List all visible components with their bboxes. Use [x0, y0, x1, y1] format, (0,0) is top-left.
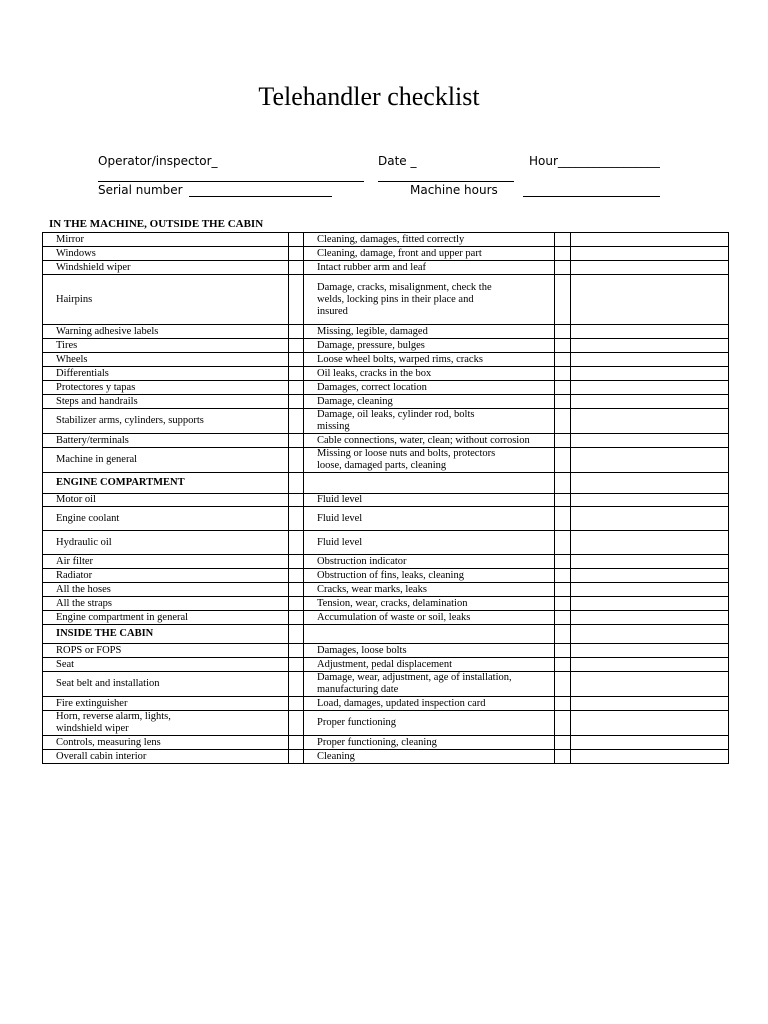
item-cell: Steps and handrails — [43, 395, 289, 409]
table-row — [43, 409, 729, 434]
notes-cell[interactable] — [571, 275, 729, 325]
check-box[interactable] — [289, 750, 304, 764]
check-box[interactable] — [289, 697, 304, 711]
operator-line[interactable] — [98, 181, 364, 182]
check-box[interactable] — [289, 247, 304, 261]
notes-cell[interactable] — [571, 261, 729, 275]
section-row — [43, 473, 729, 494]
item-cell: Controls, measuring lens — [43, 736, 289, 750]
check-box[interactable] — [289, 367, 304, 381]
item-cell: Motor oil — [43, 494, 289, 507]
table-row — [43, 507, 729, 531]
check-box[interactable] — [555, 448, 571, 473]
notes-cell[interactable] — [571, 644, 729, 658]
table-row — [43, 494, 729, 507]
machine-hours-line[interactable] — [523, 196, 660, 197]
table-row — [43, 353, 729, 367]
notes-cell[interactable] — [571, 494, 729, 507]
check-box[interactable] — [289, 381, 304, 395]
item-cell: Overall cabin interior — [43, 750, 289, 764]
check-box[interactable] — [555, 697, 571, 711]
check-cell: Accumulation of waste or soil, leaks — [304, 611, 555, 625]
check-cell: Damage, wear, adjustment, age of installation, manufacturing date — [304, 672, 555, 697]
check-cell: Damage, cleaning — [304, 395, 555, 409]
item-cell: Differentials — [43, 367, 289, 381]
check-box[interactable] — [289, 233, 304, 247]
date-label: Date _ — [378, 154, 417, 168]
item-cell: Tires — [43, 339, 289, 353]
check-box[interactable] — [289, 658, 304, 672]
item-cell: Engine coolant — [43, 507, 289, 531]
check-box[interactable] — [555, 261, 571, 275]
checklist-table — [42, 232, 729, 764]
item-cell: Seat belt and installation — [43, 672, 289, 697]
check-cell: Proper functioning — [304, 711, 555, 736]
check-box[interactable] — [289, 583, 304, 597]
check-box[interactable] — [555, 736, 571, 750]
table-row — [43, 275, 729, 325]
table-row — [43, 569, 729, 583]
check-cell: Load, damages, updated inspection card — [304, 697, 555, 711]
check-cell: Obstruction indicator — [304, 555, 555, 569]
notes-cell[interactable] — [571, 233, 729, 247]
check-box[interactable] — [555, 611, 571, 625]
check-cell: Oil leaks, cracks in the box — [304, 367, 555, 381]
check-cell: Fluid level — [304, 494, 555, 507]
check-cell: Damages, correct location — [304, 381, 555, 395]
check-box[interactable] — [555, 325, 571, 339]
check-box[interactable] — [289, 555, 304, 569]
check-box[interactable] — [555, 531, 571, 555]
check-box[interactable] — [289, 409, 304, 434]
table-row — [43, 672, 729, 697]
item-cell: Horn, reverse alarm, lights, windshield wiper — [43, 711, 289, 736]
check-box[interactable] — [555, 507, 571, 531]
notes-cell[interactable] — [571, 658, 729, 672]
check-cell: Obstruction of fins, leaks, cleaning — [304, 569, 555, 583]
item-cell: Wheels — [43, 353, 289, 367]
check-cell: Fluid level — [304, 531, 555, 555]
item-cell: Machine in general — [43, 448, 289, 473]
notes-cell[interactable] — [571, 597, 729, 611]
item-cell: Hairpins — [43, 275, 289, 325]
section-row — [43, 625, 729, 644]
check-cell: Missing, legible, damaged — [304, 325, 555, 339]
check-box[interactable] — [289, 275, 304, 325]
table-row — [43, 233, 729, 247]
date-line[interactable] — [378, 181, 514, 182]
check-cell: Damage, oil leaks, cylinder rod, bolts missing — [304, 409, 555, 434]
check-box[interactable] — [289, 494, 304, 507]
table-row — [43, 247, 729, 261]
notes-cell[interactable] — [571, 507, 729, 531]
check-box[interactable] — [289, 325, 304, 339]
check-box[interactable] — [289, 353, 304, 367]
item-cell: Fire extinguisher — [43, 697, 289, 711]
table-row — [43, 644, 729, 658]
notes-cell[interactable] — [571, 555, 729, 569]
machine-hours-label: Machine hours — [410, 183, 498, 197]
notes-cell[interactable] — [571, 611, 729, 625]
item-cell: Engine compartment in general — [43, 611, 289, 625]
notes-cell[interactable] — [571, 448, 729, 473]
table-row — [43, 697, 729, 711]
table-row — [43, 367, 729, 381]
check-cell: Damage, cracks, misalignment, check the welds, locking pins in their place and insured — [304, 275, 555, 325]
serial-number-label: Serial number — [98, 183, 183, 197]
section-heading-engine: ENGINE COMPARTMENT — [43, 473, 289, 494]
check-box[interactable] — [289, 339, 304, 353]
check-box[interactable] — [555, 711, 571, 736]
check-cell: Adjustment, pedal displacement — [304, 658, 555, 672]
check-box[interactable] — [289, 611, 304, 625]
notes-cell[interactable] — [571, 339, 729, 353]
check-cell: Damages, loose bolts — [304, 644, 555, 658]
table-row — [43, 555, 729, 569]
item-cell: Hydraulic oil — [43, 531, 289, 555]
check-box[interactable] — [289, 711, 304, 736]
item-cell: Radiator — [43, 569, 289, 583]
table-row — [43, 531, 729, 555]
table-row — [43, 736, 729, 750]
table-row — [43, 261, 729, 275]
notes-cell[interactable] — [571, 409, 729, 434]
notes-cell[interactable] — [571, 583, 729, 597]
check-box[interactable] — [555, 597, 571, 611]
check-box[interactable] — [555, 583, 571, 597]
notes-cell[interactable] — [571, 750, 729, 764]
item-cell: Warning adhesive labels — [43, 325, 289, 339]
check-cell: Intact rubber arm and leaf — [304, 261, 555, 275]
item-cell: Windshield wiper — [43, 261, 289, 275]
table-row — [43, 325, 729, 339]
notes-cell[interactable] — [571, 434, 729, 448]
notes-cell[interactable] — [571, 711, 729, 736]
item-cell: All the straps — [43, 597, 289, 611]
section-heading-outside-cabin: IN THE MACHINE, OUTSIDE THE CABIN — [49, 218, 264, 230]
table-row — [43, 583, 729, 597]
check-box[interactable] — [555, 434, 571, 448]
notes-cell[interactable] — [571, 672, 729, 697]
notes-cell[interactable] — [571, 367, 729, 381]
table-row — [43, 434, 729, 448]
table-row — [43, 658, 729, 672]
check-box[interactable] — [555, 672, 571, 697]
check-cell: Loose wheel bolts, warped rims, cracks — [304, 353, 555, 367]
item-cell: Battery/terminals — [43, 434, 289, 448]
section-heading-cabin: INSIDE THE CABIN — [43, 625, 289, 644]
check-cell: Cleaning, damage, front and upper part — [304, 247, 555, 261]
check-box[interactable] — [289, 644, 304, 658]
check-box[interactable] — [555, 644, 571, 658]
check-cell: Cleaning — [304, 750, 555, 764]
notes-cell[interactable] — [571, 395, 729, 409]
check-cell: Cleaning, damages, fitted correctly — [304, 233, 555, 247]
check-box[interactable] — [289, 507, 304, 531]
check-cell: Fluid level — [304, 507, 555, 531]
hour-label: Hour_________________ — [529, 154, 660, 168]
page-title: Telehandler checklist — [258, 82, 480, 111]
check-box[interactable] — [555, 395, 571, 409]
check-cell: Cable connections, water, clean; without corrosion — [304, 434, 555, 448]
item-cell: ROPS or FOPS — [43, 644, 289, 658]
check-box[interactable] — [289, 569, 304, 583]
check-box[interactable] — [555, 353, 571, 367]
table-row — [43, 750, 729, 764]
check-box[interactable] — [289, 531, 304, 555]
check-box[interactable] — [555, 658, 571, 672]
check-box[interactable] — [289, 448, 304, 473]
table-row — [43, 448, 729, 473]
check-box[interactable] — [289, 672, 304, 697]
notes-cell[interactable] — [571, 325, 729, 339]
check-box[interactable] — [555, 381, 571, 395]
notes-cell[interactable] — [571, 381, 729, 395]
check-cell: Cracks, wear marks, leaks — [304, 583, 555, 597]
notes-cell[interactable] — [571, 353, 729, 367]
check-box[interactable] — [555, 750, 571, 764]
check-box[interactable] — [555, 494, 571, 507]
check-box[interactable] — [555, 555, 571, 569]
check-box[interactable] — [289, 736, 304, 750]
check-box[interactable] — [555, 569, 571, 583]
table-row — [43, 611, 729, 625]
check-box[interactable] — [555, 275, 571, 325]
table-row — [43, 395, 729, 409]
item-cell: All the hoses — [43, 583, 289, 597]
item-cell: Stabilizer arms, cylinders, supports — [43, 409, 289, 434]
item-cell: Mirror — [43, 233, 289, 247]
serial-number-line[interactable] — [189, 196, 332, 197]
item-cell: Protectores y tapas — [43, 381, 289, 395]
check-cell: Tension, wear, cracks, delamination — [304, 597, 555, 611]
check-cell: Missing or loose nuts and bolts, protectors loose, damaged parts, cleaning — [304, 448, 555, 473]
item-cell: Seat — [43, 658, 289, 672]
check-box[interactable] — [289, 261, 304, 275]
notes-cell[interactable] — [571, 531, 729, 555]
check-cell: Damage, pressure, bulges — [304, 339, 555, 353]
check-box[interactable] — [555, 247, 571, 261]
notes-cell[interactable] — [571, 569, 729, 583]
table-row — [43, 711, 729, 736]
check-box[interactable] — [289, 434, 304, 448]
check-cell: Proper functioning, cleaning — [304, 736, 555, 750]
check-box[interactable] — [555, 409, 571, 434]
notes-cell[interactable] — [571, 736, 729, 750]
item-cell: Windows — [43, 247, 289, 261]
check-box[interactable] — [555, 233, 571, 247]
table-row — [43, 597, 729, 611]
operator-label: Operator/inspector_ — [98, 154, 218, 168]
check-box[interactable] — [555, 339, 571, 353]
notes-cell[interactable] — [571, 697, 729, 711]
item-cell: Air filter — [43, 555, 289, 569]
check-box[interactable] — [289, 597, 304, 611]
check-box[interactable] — [555, 367, 571, 381]
table-row — [43, 339, 729, 353]
table-row — [43, 381, 729, 395]
notes-cell[interactable] — [571, 247, 729, 261]
check-box[interactable] — [289, 395, 304, 409]
